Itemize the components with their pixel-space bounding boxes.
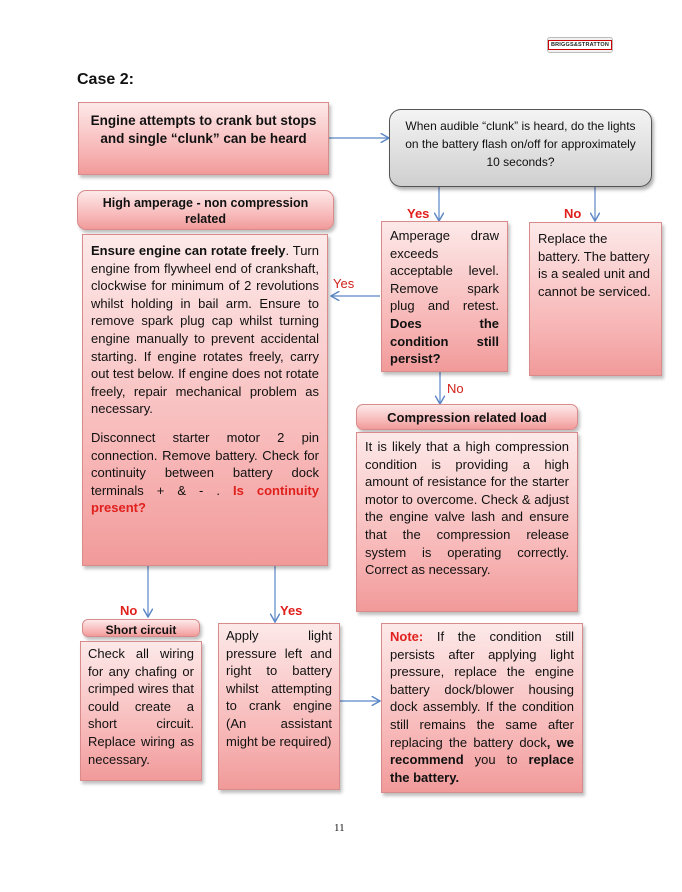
short-circuit-node	[80, 641, 202, 781]
page-title: Case 2:	[77, 71, 134, 88]
question-node-text: When audible “clunk” is heard, do the lights on the battery flash on/off for approximately 10 seconds?	[405, 119, 636, 169]
label-no-amperage: No	[447, 381, 464, 396]
high-amperage-header-text: High amperage - non compression related	[102, 196, 309, 226]
amperage-text: Amperage draw exceeds acceptable level. Remove spark plug and retest.	[390, 228, 499, 314]
note-bold-1: , we recommend	[390, 734, 574, 768]
ensure-rotate-text: . Turn engine from flywheel end of crankshaft, clockwise for minimum of 2 revolutions whilst holding in bail arm. Ensure to remove spark plug cap whilst turning engine manually to prevent accidental starting. If engine rotates freely, carry out test below. If engine does not rotate freely, repair mechanical problem as necessary.	[91, 243, 319, 417]
label-yes-amperage: Yes	[333, 276, 355, 291]
ensure-rotate-bold: Ensure engine can rotate freely	[91, 243, 286, 258]
start-node	[78, 102, 329, 175]
compression-node	[356, 432, 578, 612]
start-node-text: Engine attempts to crank but stops and single “clunk” can be heard	[90, 113, 317, 146]
amperage-question: Does the condition still persist?	[390, 315, 499, 367]
label-no-continuity: No	[120, 603, 138, 618]
label-yes-question: Yes	[407, 206, 430, 221]
disconnect-text: Disconnect starter motor 2 pin connection. Remove battery. Check for continuity between battery dock terminals + & - .	[91, 429, 319, 498]
amperage-node	[381, 221, 508, 372]
question-node	[389, 109, 652, 187]
label-yes-continuity: Yes	[280, 603, 303, 618]
note-text-2: you to	[463, 752, 529, 768]
compression-header	[356, 404, 578, 430]
note-bold-2: replace the battery.	[390, 752, 574, 785]
brand-logo-text: BRIGGS&STRATTON	[548, 40, 612, 50]
label-no-question: No	[564, 206, 582, 221]
ensure-rotate-paragraph	[91, 242, 319, 418]
note-label: Note:	[390, 629, 424, 644]
apply-pressure-text: Apply light pressure left and right to battery whilst attempting to crank engine (An assistant might be required)	[226, 628, 332, 749]
replace-battery-node	[529, 222, 662, 376]
disconnect-paragraph	[91, 429, 319, 517]
short-circuit-text: Check all wiring for any chafing or crimped wires that could create a short circuit. Replace wiring as necessary.	[88, 646, 194, 767]
note-text-1: If the condition still persists after applying light pressure, replace the engine battery dock/blower housing dock assembly. If the condition still remains the same after replacing the battery dock	[390, 629, 574, 750]
ensure-rotate-node	[82, 234, 328, 566]
compression-text: It is likely that a high compression condition is providing a high amount of resistance for the starter motor to overcome. Check & adjust the engine valve lash and ensure that the compression release system is operating correctly. Correct as necessary.	[365, 439, 569, 578]
note-node	[381, 623, 583, 793]
short-circuit-header	[82, 619, 200, 637]
replace-battery-text: Replace the battery. The battery is a sealed unit and cannot be serviced.	[538, 231, 651, 299]
continuity-question: Is continuity present?	[91, 482, 319, 516]
short-circuit-header-text: Short circuit	[105, 623, 177, 637]
page-number: 11	[334, 822, 345, 834]
apply-pressure-node	[218, 623, 340, 790]
high-amperage-header	[77, 190, 334, 230]
compression-header-text: Compression related load	[387, 410, 547, 425]
